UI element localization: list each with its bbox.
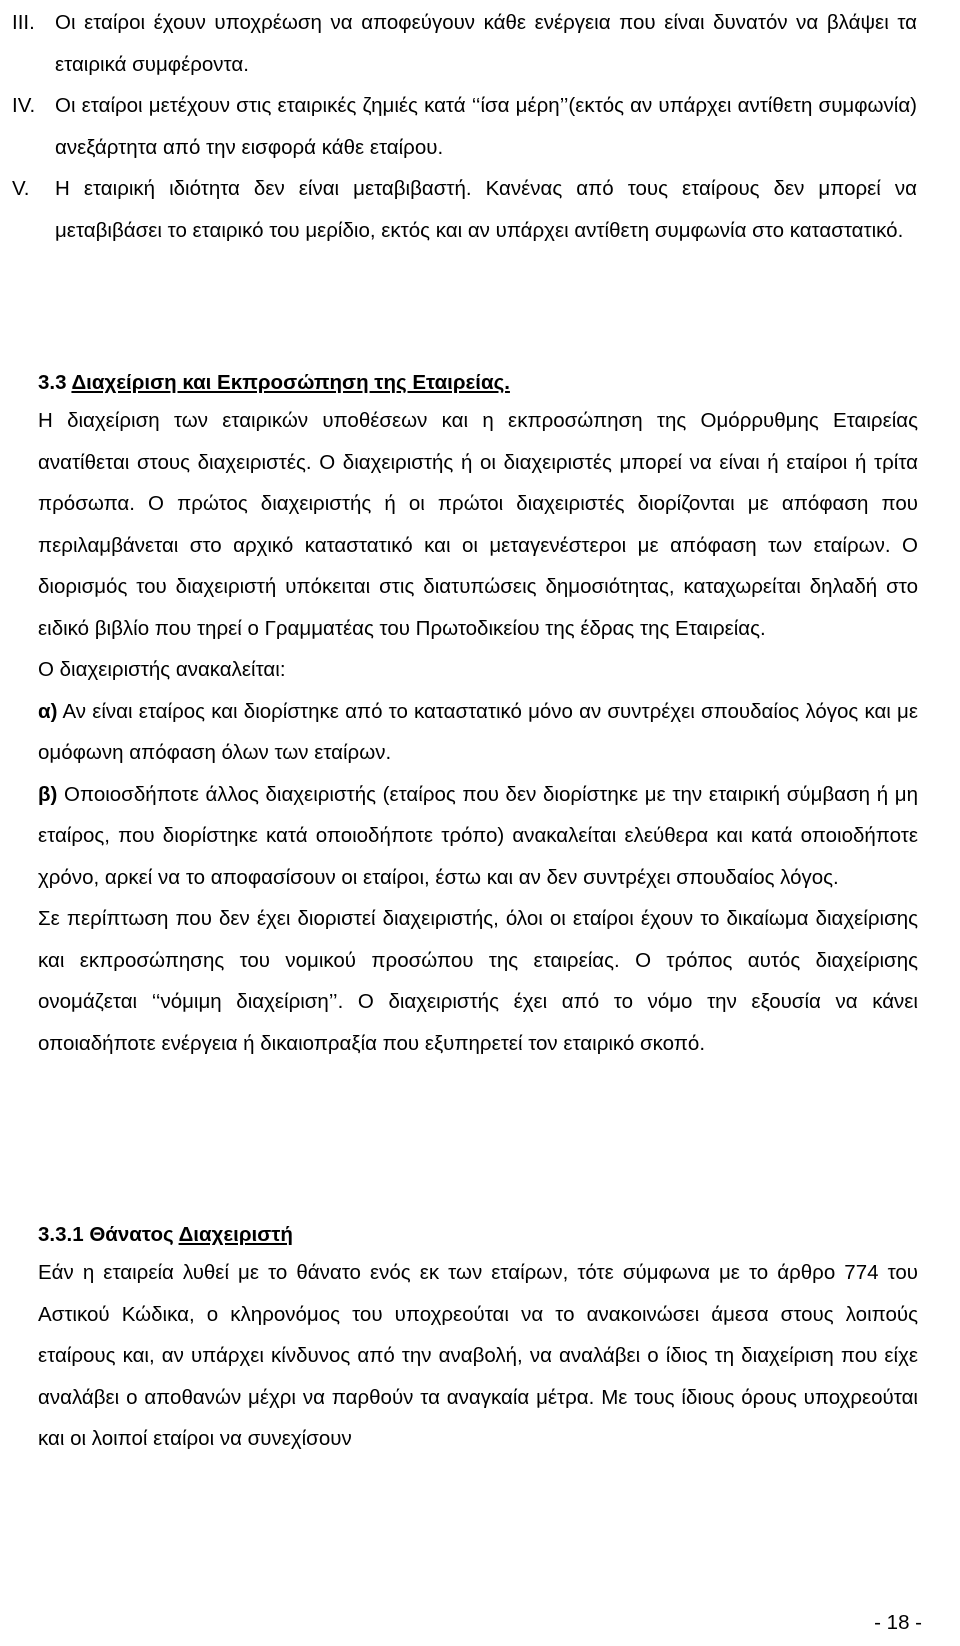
item-label: β) xyxy=(38,782,58,806)
section-title-underlined: Διαχειριστή xyxy=(178,1223,293,1246)
item-label: α) xyxy=(38,699,58,723)
section-title: Διαχείριση και Εκπροσώπηση της Εταιρείας. xyxy=(71,371,510,394)
section-number: 3.3 xyxy=(38,371,67,394)
paragraph-item-a xyxy=(38,691,918,774)
page-number: - 18 - xyxy=(874,1611,922,1634)
item-text: Αν είναι εταίρος και διορίστηκε από το καταστατικό μόνο αν συντρέχει σπουδαίος λόγος και με ομόφωνη απόφαση όλων των εταίρων. xyxy=(38,699,918,764)
section-3-3-1 xyxy=(38,1218,918,1460)
list-item xyxy=(0,168,917,251)
list-item-text: Οι εταίροι έχουν υποχρέωση να αποφεύγουν κάθε ενέργεια που είναι δυνατόν να βλάψει τα εταιρικά συμφέροντα. xyxy=(55,11,917,76)
section-heading xyxy=(38,366,918,400)
paragraph: Ο διαχειριστής ανακαλείται: xyxy=(38,658,286,681)
list-item-number: IV. xyxy=(12,94,36,117)
paragraph: Εάν η εταιρεία λυθεί με το θάνατο ενός εκ των εταίρων, τότε σύμφωνα με το άρθρο 774 του Αστικού Κώδικα, ο κληρονόμος του υποχρεούται να το ανακοινώσει άμεσα στους λοιπούς εταίρους και, αν υπάρχει κίνδυνος από την αναβολή, να αναλάβει ο ίδιος τη διαχείριση που είχε αναλάβει ο αποθανών μέχρι να παρθούν τα αναγκαία μέτρα. Με τους ίδιους όρους υποχρεούται και οι λοιποί εταίροι να συνεχίσουν xyxy=(38,1261,918,1450)
list-item-number: V. xyxy=(12,177,30,200)
roman-numeral-list xyxy=(0,2,960,251)
list-item xyxy=(0,2,917,85)
list-item-text: Η εταιρική ιδιότητα δεν είναι μεταβιβαστή. Κανένας από τους εταίρους δεν μπορεί να μεταβιβάσει το εταιρικό του μερίδιο, εκτός και αν υπάρχει αντίθετη συμφωνία στο καταστατικό. xyxy=(55,177,917,242)
list-item-text: Οι εταίροι μετέχουν στις εταιρικές ζημιές κατά ‘‘ίσα μέρη’’(εκτός αν υπάρχει αντίθετη συμφωνία) ανεξάρτητα από την εισφορά κάθε εταίρου. xyxy=(55,94,917,159)
paragraph: Η διαχείριση των εταιρικών υποθέσεων και η εκπροσώπηση της Ομόρρυθμης Εταιρείας ανατίθεται στους διαχειριστές. Ο διαχειριστής ή οι διαχειριστές μπορεί να είναι ή εταίροι ή τρίτα πρόσωπα. Ο πρώτος διαχειριστής ή οι πρώτοι διαχειριστές διορίζονται με απόφαση που περιλαμβάνεται στο αρχικό καταστατικό και οι μεταγενέστεροι με απόφαση των εταίρων. Ο διορισμός του διαχειριστή υπόκειται στις διατυπώσεις δημοσιότητας, καταχωρείται δηλαδή στο ειδικό βιβλίο που τηρεί ο Γραμματέας του Πρωτοδικείου της έδρας της Εταιρείας. xyxy=(38,409,918,640)
section-3-3 xyxy=(38,366,918,1064)
list-item xyxy=(0,85,917,168)
section-number: 3.3.1 xyxy=(38,1223,84,1246)
paragraph-item-b xyxy=(38,774,918,899)
paragraph: Σε περίπτωση που δεν έχει διοριστεί διαχειριστής, όλοι οι εταίροι έχουν το δικαίωμα διαχείρισης και εκπροσώπησης του νομικού προσώπου της εταιρείας. Ο τρόπος αυτός διαχείρισης ονομάζεται ‘‘νόμιμη διαχείριση’’. Ο διαχειριστής έχει από το νόμο την εξουσία να κάνει οποιαδήποτε ενέργεια ή δικαιοπραξία που εξυπηρετεί τον εταιρικό σκοπό. xyxy=(38,907,918,1055)
section-title: Θάνατος xyxy=(89,1223,174,1246)
list-item-number: III. xyxy=(12,11,35,34)
item-text: Οποιοσδήποτε άλλος διαχειριστής (εταίρος που δεν διορίστηκε με την εταιρική σύμβαση ή μη εταίρος, που διορίστηκε κατά οποιοδήποτε τρόπο) ανακαλείται ελεύθερα και κατά οποιοδήποτε χρόνο, αρκεί να το αποφασίσουν οι εταίροι, έστω και αν δεν συντρέχει σπουδαίος λόγος. xyxy=(38,782,919,889)
section-heading xyxy=(38,1218,918,1252)
